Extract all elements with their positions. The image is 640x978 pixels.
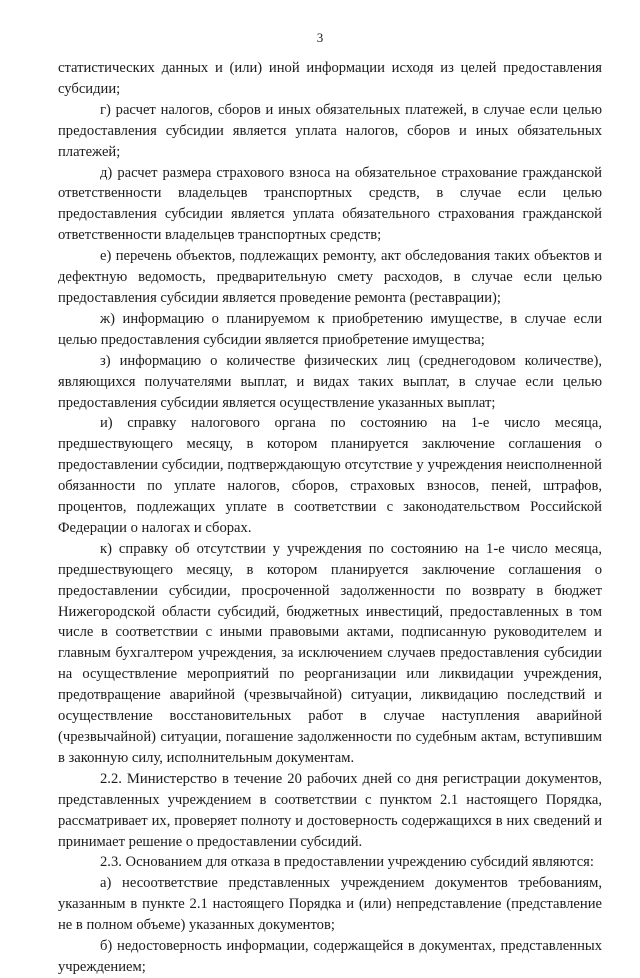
paragraph-item-a: а) несоответствие представленных учреждением документов требованиям, указанным в пункте 2.1 настоящего Порядка и (или) непредставление (представление не в полном объеме) указанных документов; <box>58 875 602 934</box>
paragraph-item-e: е) перечень объектов, подлежащих ремонту, акт обследования таких объектов и дефектную ведомость, предварительную смету расходов, в случае если целью предоставления субсидии является проведение ремонта (реставрации); <box>58 248 602 306</box>
paragraph-item-zh: ж) информацию о планируемом к приобретению имуществе, в случае если целью предоставления субсидии является приобретение имущества; <box>58 310 602 348</box>
paragraph-item-k: к) справку об отсутствии у учреждения по состоянию на 1-е число месяца, предшествующего месяцу, в котором планируется заключение соглашения о предоставлении субсидии, просроченной задолженности по возврату в бюджет Нижегородской области субсидий, бюджетных инвестиций, предоставленных в том числе в соответствии с иными правовыми актами, подписанную руководителем и главным бухгалтером учреждения, за исключением случаев предоставления субсидии на осуществление мероприятий по реорганизации или ликвидации учреждения, предотвращение аварийной (чрезвычайной) ситуации, ликвидацию последствий и осуществление восстановительных работ в случае наступления аварийной (чрезвычайной) ситуации, погашение задолженности по судебным актам, вступившим в законную силу, исполнительным документам. <box>58 540 602 766</box>
paragraph-item-i: и) справку налогового органа по состоянию на 1-е число месяца, предшествующего месяцу, в котором планируется заключение соглашения о предоставлении субсидии, подтверждающую отсутствие у учреждения неисполненной обязанности по уплате налогов, сборов, страховых взносов, пеней, штрафов, процентов, подлежащих уплате в соответствии с законодательством Российской Федерации о налогах и сборах. <box>58 415 602 536</box>
paragraph-item-g: г) расчет налогов, сборов и иных обязательных платежей, в случае если целью предоставления субсидии является уплата налогов, сборов и иных обязательных платежей; <box>58 101 602 160</box>
document-body <box>58 58 602 978</box>
paragraph: статистических данных и (или) иной информации исходя из целей предоставления субсидии; <box>58 60 602 97</box>
page-number: 3 <box>316 30 324 45</box>
paragraph-item-z: з) информацию о количестве физических лиц (среднегодовом количестве), являющихся получателями выплат, и видах таких выплат, в случае если целью предоставления субсидии является осуществление указанных выплат; <box>58 352 602 411</box>
paragraph-section-2-3: 2.3. Основанием для отказа в предоставлении учреждению субсидий являются: <box>100 854 594 871</box>
paragraph-item-b: б) недостоверность информации, содержащейся в документах, представленных учреждением; <box>58 938 602 975</box>
paragraph-section-2-2: 2.2. Министерство в течение 20 рабочих дней со дня регистрации документов, представленных учреждением в соответствии с пунктом 2.1 настоящего Порядка, рассматривает их, проверяет полноту и достоверность содержащихся в них сведений и принимает решение о предоставлении субсидий. <box>58 770 602 850</box>
paragraph-item-d: д) расчет размера страхового взноса на обязательное страхование гражданской ответственности владельцев транспортных средств, в случае если целью предоставления субсидии является уплата обязательного страхования гражданской ответственности владельцев транспортных средств; <box>58 164 602 244</box>
